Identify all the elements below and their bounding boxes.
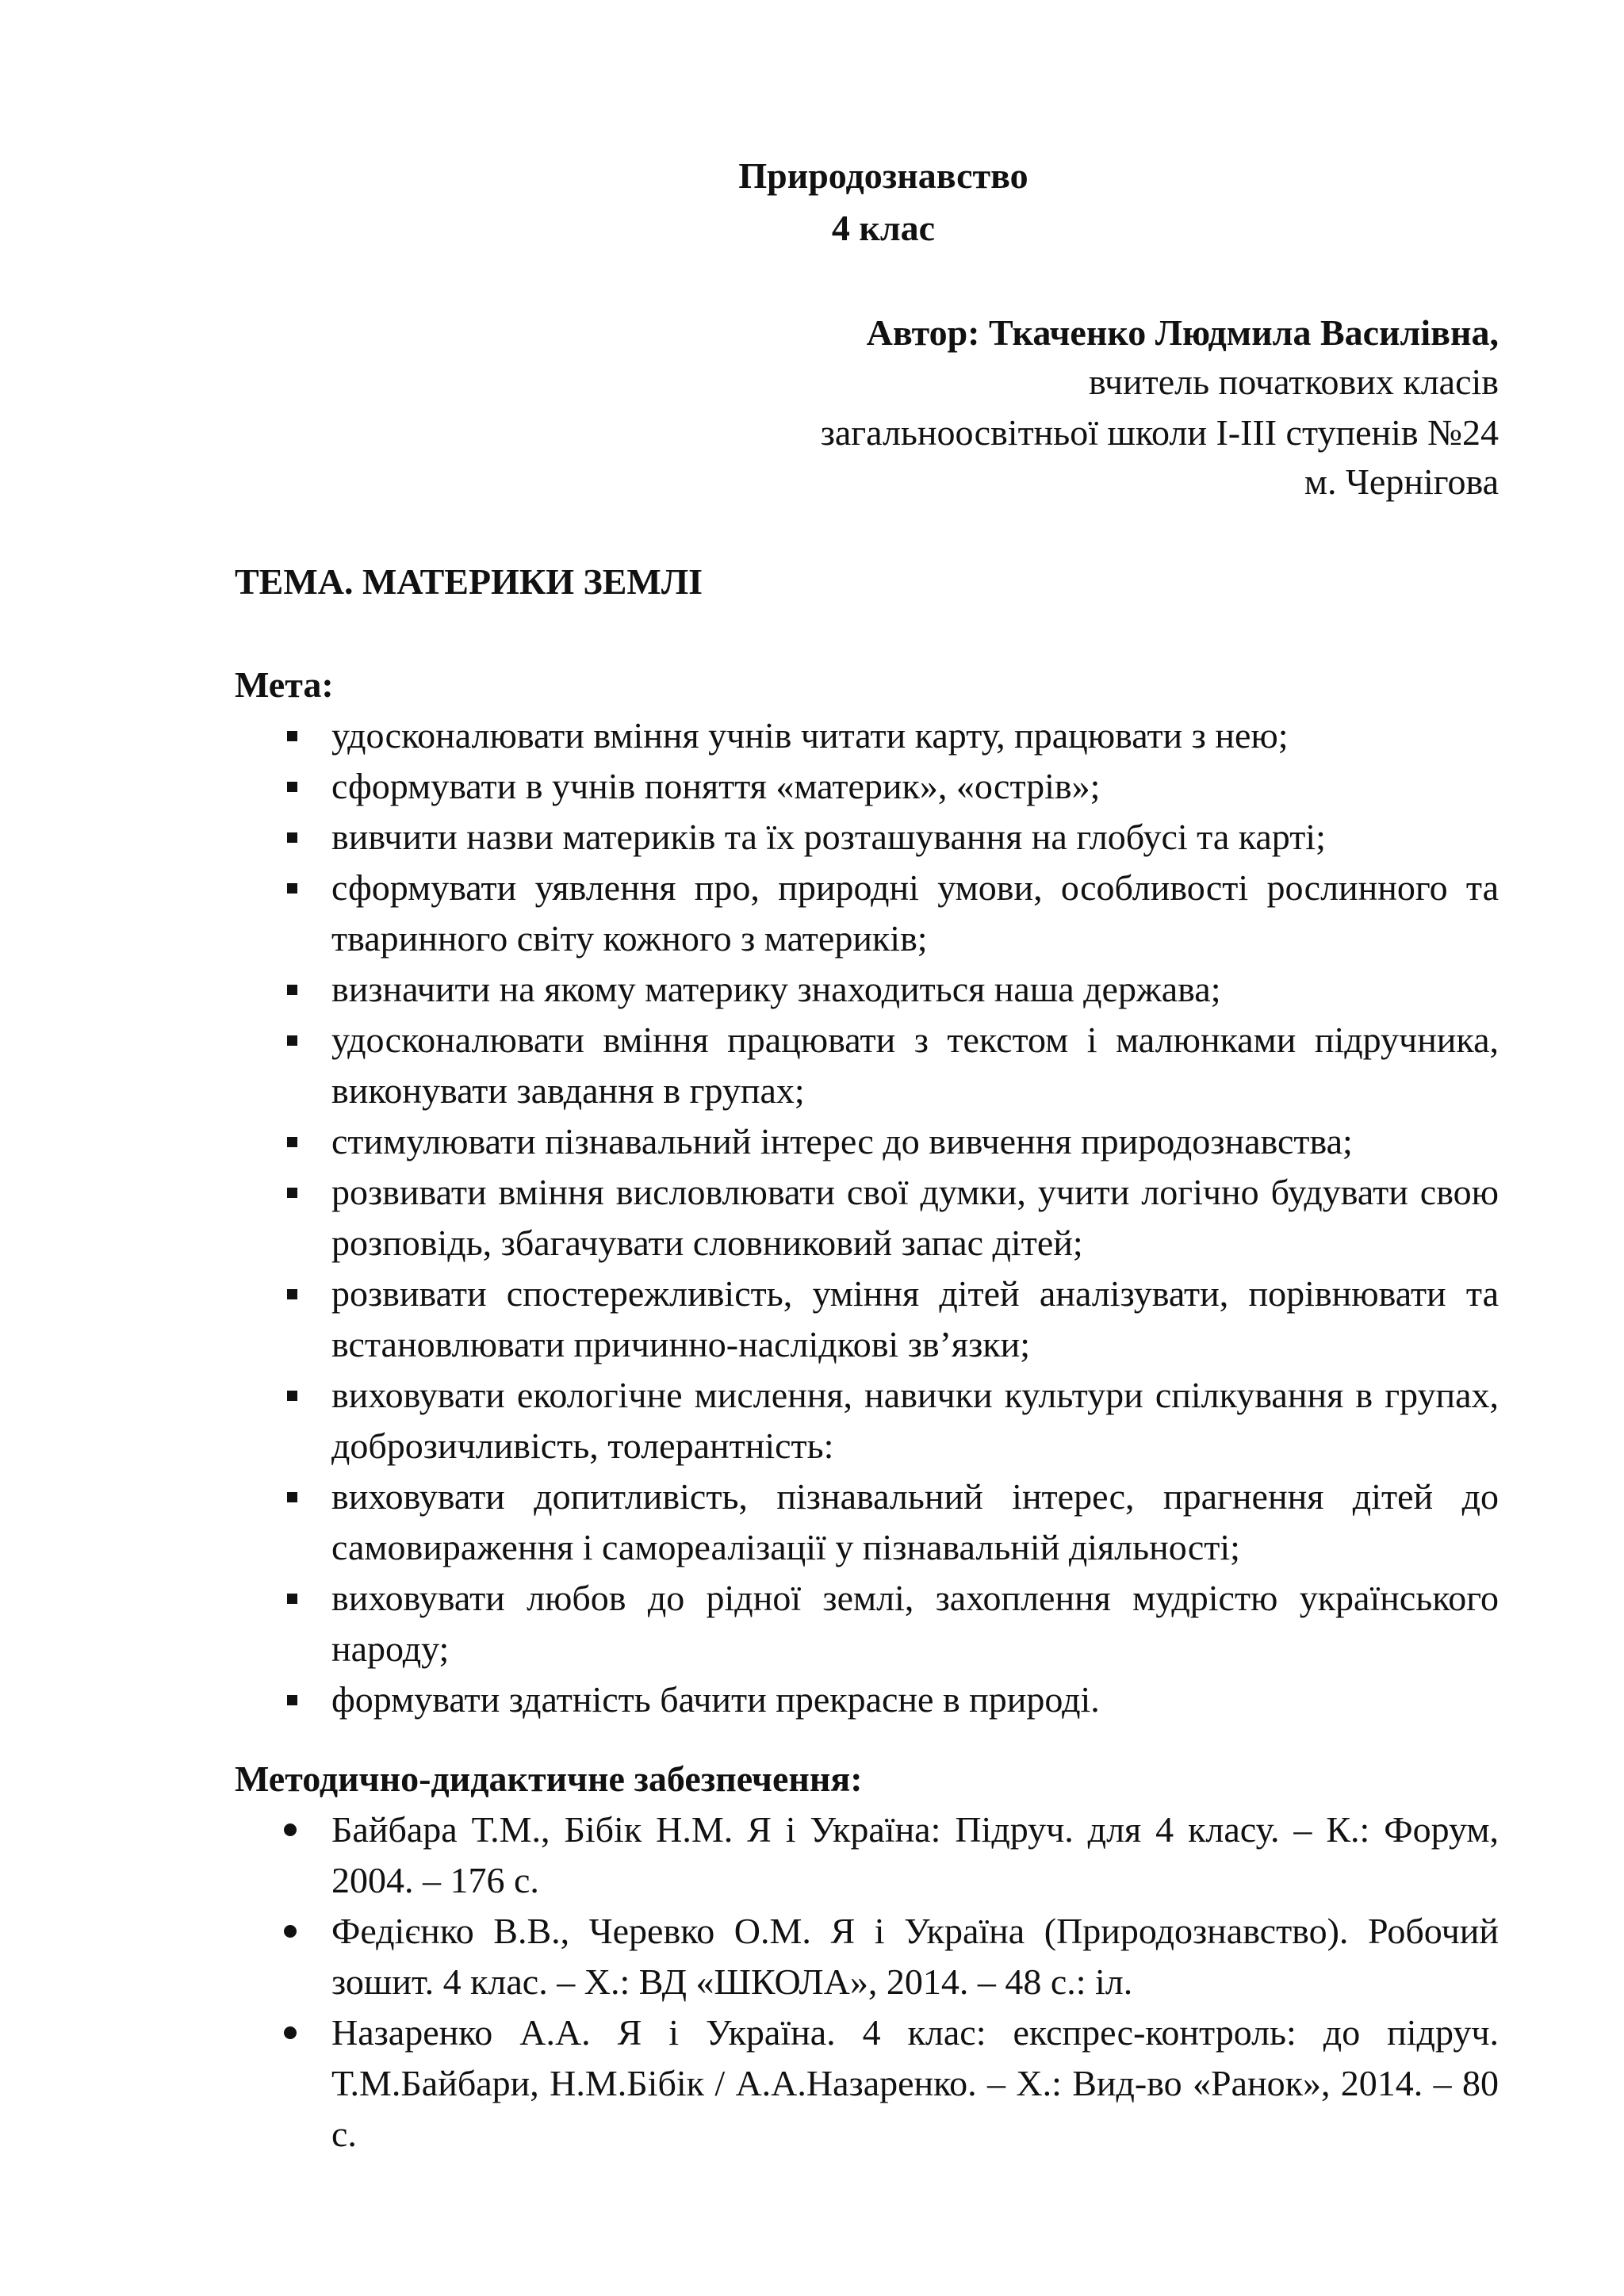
subject-title: Природознавство [738, 155, 1028, 196]
support-heading: Методично-дидактичне забезпечення: [235, 1758, 863, 1799]
goal-item: удосконалювати вміння працювати з текстом і малюнками підручника, виконувати завдання в групах; [331, 1015, 1499, 1116]
square-bullet-icon [287, 832, 297, 843]
topic-heading: ТЕМА. МАТЕРИКИ ЗЕМЛІ [235, 561, 703, 602]
reference-item: Байбара Т.М., Бібік Н.М. Я і Україна: Підруч. для 4 класу. – К.: Форум, 2004. – 176 с. [331, 1804, 1499, 1906]
goal-item: формувати здатність бачити прекрасне в природі. [331, 1674, 1499, 1725]
goal-item: сформувати в учнів поняття «материк», «острів»; [331, 761, 1499, 812]
goal-item: стимулювати пізнавальний інтерес до вивчення природознавства; [331, 1116, 1499, 1167]
author-city: м. Чернігова [1304, 461, 1499, 502]
goal-item: вивчити назви материків та їх розташування на глобусі та карті; [331, 812, 1499, 863]
goal-item: виховувати любов до рідної землі, захоплення мудрістю українського народу; [331, 1573, 1499, 1674]
square-bullet-icon [287, 883, 297, 894]
round-bullet-icon [284, 2026, 297, 2039]
square-bullet-icon [287, 1035, 297, 1046]
goal-item: виховувати допитливість, пізнавальний інтерес, прагнення дітей до самовираження і самореалізації у пізнавальній діяльності; [331, 1471, 1499, 1573]
square-bullet-icon [287, 731, 297, 741]
goals-heading: Мета: [235, 664, 334, 705]
square-bullet-icon [287, 1289, 297, 1299]
round-bullet-icon [284, 1823, 297, 1836]
square-bullet-icon [287, 1391, 297, 1401]
goal-item: сформувати уявлення про, природні умови, особливості рослинного та тваринного світу кожного з материків; [331, 863, 1499, 964]
square-bullet-icon [287, 1492, 297, 1502]
author-school: загальноосвітньої школи І-ІІІ ступенів №24 [820, 412, 1499, 453]
references-list [331, 1804, 1499, 2160]
square-bullet-icon [287, 1188, 297, 1198]
reference-item: Назаренко А.А. Я і Україна. 4 клас: експрес-контроль: до підруч. Т.М.Байбари, Н.М.Бібік / А.А.Назаренко. – Х.: Вид-во «Ранок», 2014. – 80 с. [331, 2007, 1499, 2160]
square-bullet-icon [287, 1137, 297, 1147]
goals-list [331, 710, 1499, 1725]
goal-item: розвивати спостережливість, уміння дітей аналізувати, порівнювати та встановлювати причинно-наслідкові зв’язки; [331, 1269, 1499, 1370]
square-bullet-icon [287, 1594, 297, 1604]
square-bullet-icon [287, 782, 297, 792]
author-position: вчитель початкових класів [1088, 362, 1499, 402]
goal-item: розвивати вміння висловлювати свої думки, учити логічно будувати свою розповідь, збагачувати словниковий запас дітей; [331, 1167, 1499, 1269]
goal-item: виховувати екологічне мислення, навички культури спілкування в групах, доброзичливість, толерантність: [331, 1370, 1499, 1471]
goal-item: визначити на якому материку знаходиться наша держава; [331, 964, 1499, 1015]
round-bullet-icon [284, 1925, 297, 1938]
goal-item: удосконалювати вміння учнів читати карту, працювати з нею; [331, 710, 1499, 761]
grade-title: 4 клас [831, 208, 936, 248]
author-name: Автор: Ткаченко Людмила Василівна, [866, 312, 1499, 353]
reference-item: Федієнко В.В., Черевко О.М. Я і Україна (Природознавство). Робочий зошит. 4 клас. – Х.: ВД «ШКОЛА», 2014. – 48 с.: іл. [331, 1906, 1499, 2007]
square-bullet-icon [287, 985, 297, 995]
square-bullet-icon [287, 1695, 297, 1705]
